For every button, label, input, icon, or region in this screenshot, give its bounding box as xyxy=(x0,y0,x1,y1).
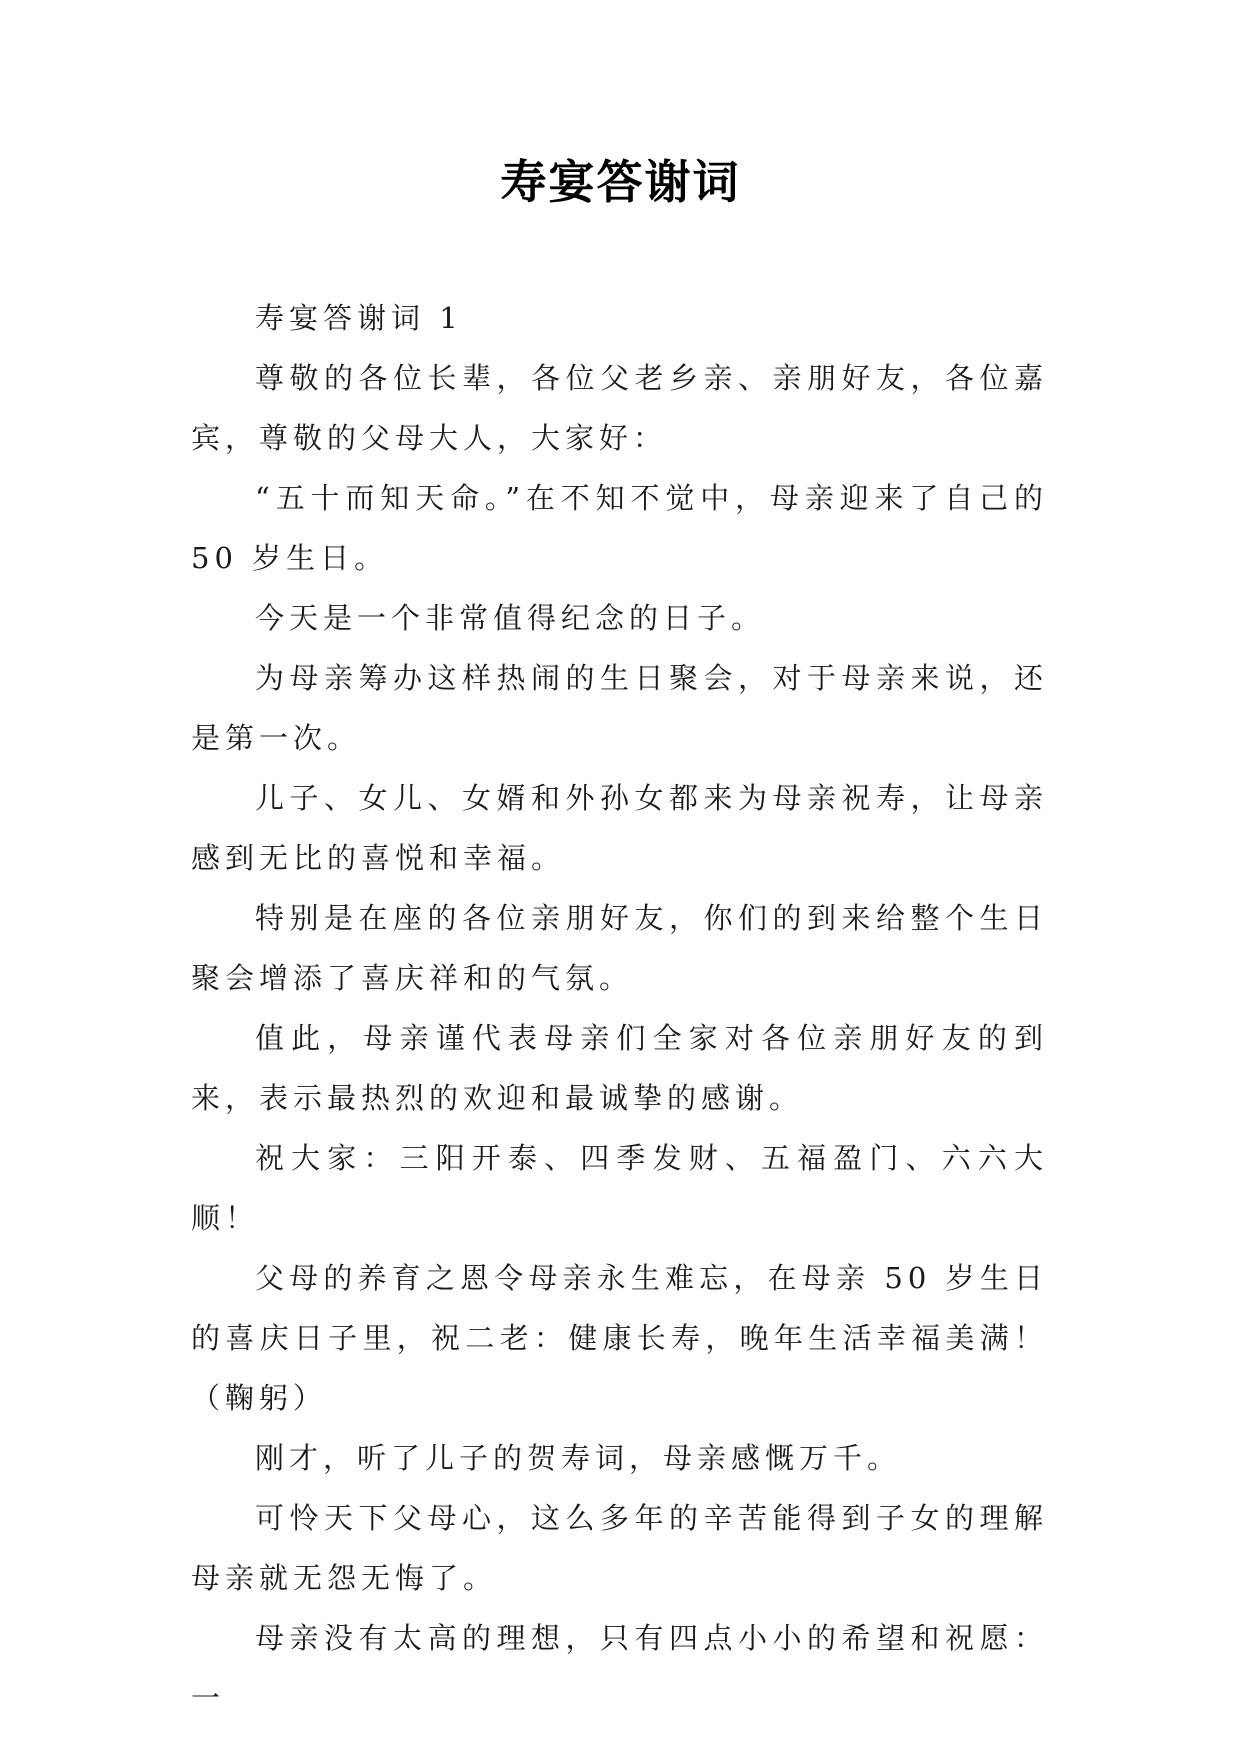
paragraph: 今天是一个非常值得纪念的日子。 xyxy=(255,601,766,635)
paragraph: 祝大家：三阳开泰、四季发财、五福盈门、六六大顺！ xyxy=(191,1141,1048,1235)
paragraph: “五十而知天命。”在不知不觉中，母亲迎来了自己的 50 岁生日。 xyxy=(191,481,1048,575)
paragraph: 父母的养育之恩令母亲永生难忘，在母亲 50 岁生日的喜庆日子里，祝二老：健康长寿，晚年生活幸福美满！（鞠躬） xyxy=(191,1261,1048,1415)
paragraph: 儿子、女儿、女婿和外孙女都来为母亲祝寿，让母亲感到无比的喜悦和幸福。 xyxy=(191,781,1048,875)
document-title: 寿宴答谢词 xyxy=(500,155,741,209)
paragraph: 母亲没有太高的理想，只有四点小小的希望和祝愿：一 xyxy=(191,1621,1048,1715)
paragraph: 尊敬的各位长辈，各位父老乡亲、亲朋好友，各位嘉宾，尊敬的父母大人，大家好： xyxy=(191,361,1048,455)
paragraph: 值此，母亲谨代表母亲们全家对各位亲朋好友的到来，表示最热烈的欢迎和最诚挚的感谢。 xyxy=(191,1021,1048,1115)
paragraph-heading: 寿宴答谢词 1 xyxy=(255,301,463,335)
paragraph: 为母亲筹办这样热闹的生日聚会，对于母亲来说，还是第一次。 xyxy=(191,661,1048,755)
paragraph: 特别是在座的各位亲朋好友，你们的到来给整个生日聚会增添了喜庆祥和的气氛。 xyxy=(191,901,1048,995)
paragraph: 刚才，听了儿子的贺寿词，母亲感慨万千。 xyxy=(255,1441,902,1475)
paragraph: 可怜天下父母心，这么多年的辛苦能得到子女的理解母亲就无怨无悔了。 xyxy=(191,1501,1048,1595)
document-body xyxy=(191,288,1048,1728)
